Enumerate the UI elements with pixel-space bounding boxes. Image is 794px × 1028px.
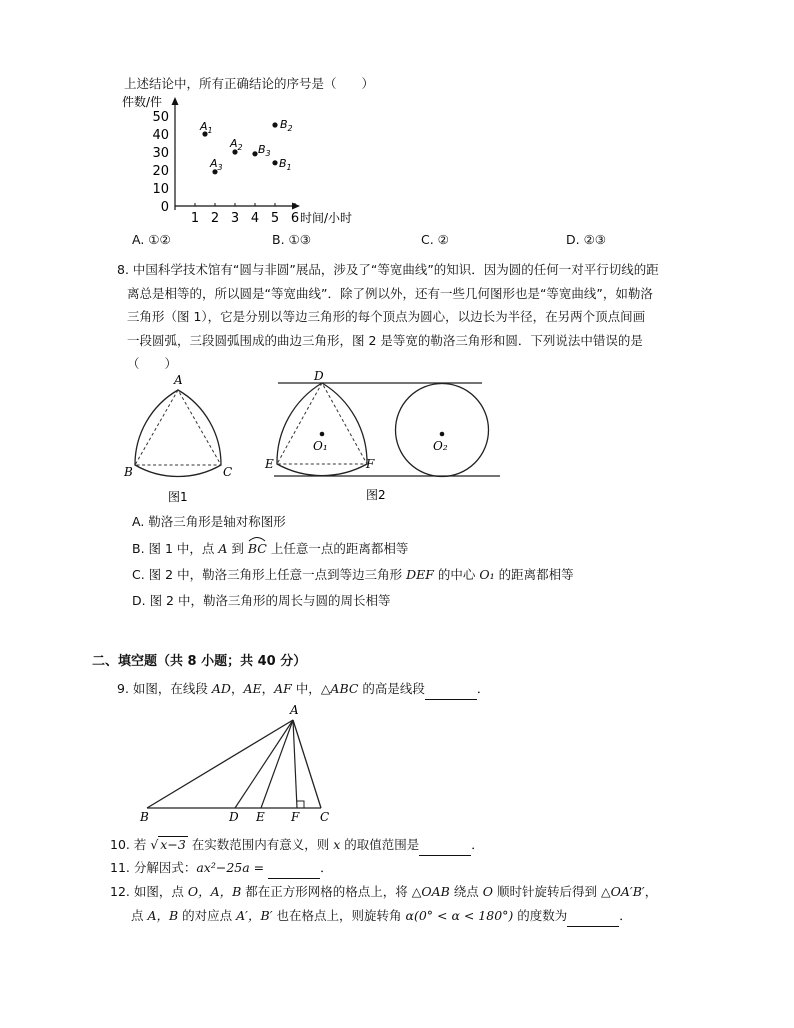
q12-stem-line-2 [131,905,632,927]
y-tick-label: 20 [152,164,169,179]
text: 绕点 [449,884,483,899]
text: 11. 分解因式： [110,860,197,875]
x-tick-label: 4 [250,211,260,226]
right-angle-mark [297,801,304,808]
answer-blank[interactable] [567,905,619,927]
label-c: C [320,810,330,824]
center-o1: O₁ [479,567,495,582]
q7-scatter-chart [118,96,378,226]
text: ． [619,908,632,923]
triangle-def: DEF [406,567,434,582]
y-tick-label: 40 [152,128,169,143]
arc-label: BC [247,541,267,556]
label-d: D [229,810,239,824]
q8-stem-line: 三角形（图 1），它是分别以等边三角形的每个顶点为圆心，以边长为半径，在另两个顶点间画 [127,309,646,324]
x-tick-label: 1 [190,211,200,226]
triangle-abc: △ABC [320,681,359,696]
segment-af [293,720,297,808]
sqrt-sign: √ [150,837,159,852]
segment-ab [147,720,293,808]
q8-option-c[interactable] [132,564,574,585]
q7-option-a[interactable]: A. ①② [132,232,171,247]
q8-option-a[interactable]: A. 勒洛三角形是轴对称图形 [132,514,286,529]
reuleaux-triangle [135,390,221,477]
y-tick-label: 0 [160,200,169,215]
q7-y-label: 件数/件 [122,95,163,109]
points-oab: O，A，B [187,884,242,899]
label-e: E [265,457,274,471]
segment-ac [293,720,321,808]
reuleaux-triangle [277,383,367,476]
point-b1 [272,160,277,165]
q7-option-c[interactable]: C. ② [421,232,449,247]
text: B. 图 1 中，点 [132,541,219,556]
text: 的中心 [433,567,480,582]
text: 点 [131,908,148,923]
q8-stem-line: 一段圆弧，三段圆弧围成的曲边三角形，图 2 是等宽的勒洛三角形和圆．下列说法中错误的是 [127,332,643,348]
inner-equilateral-triangle [135,390,221,465]
segment-ad [235,720,293,808]
triangle-oa-b-prime: △OA′B′ [600,884,645,899]
q8-figure-1 [118,372,238,512]
text: ， [230,681,244,696]
point-b2 [272,122,277,127]
label-a: A [174,373,183,387]
text: 在实数范围内有意义，则 [187,837,334,852]
text: 中， [291,681,321,696]
label-o2: O₂ [433,439,448,453]
point-label-a2: $A_2$ [230,137,243,152]
text: 9. 如图，在线段 [117,681,212,696]
label-b: B [124,465,133,479]
text: ． [476,681,490,696]
q12-stem-line-1 [110,881,657,902]
text: 10. 若 [110,837,151,852]
q7-option-d[interactable]: D. ②③ [566,232,606,247]
center-o1-dot [320,432,325,437]
text: 的度数为 [513,908,568,923]
q9-stem [117,678,489,700]
figure-2-caption: 图2 [366,488,386,502]
label-f: F [366,457,375,471]
q7-x-arrow [292,203,300,210]
x-tick-label: 5 [270,211,280,226]
text: 的取值范围是 [340,837,420,852]
label-a: A [290,703,299,717]
text: 的距离都相等 [494,567,574,582]
q8-stem-line: 离总是相等的，所以圆是“等宽曲线”．除了例以外，还有一些几何图形也是“等宽曲线”，如勒洛 [127,285,653,301]
q7-option-b[interactable]: B. ①③ [272,232,311,247]
angle-alpha: α(0° < α < 180°) [405,908,514,923]
point-label-b3: $B_3$ [258,142,271,158]
label-d: D [314,369,324,383]
triangle-oab: △OAB [411,884,450,899]
segment-ae: AE [243,681,262,696]
points-ab: A，B [147,908,179,923]
expression: ax²−25a = [196,860,265,875]
point-label-b2: $B_2$ [280,118,293,133]
circle-o2 [396,384,489,477]
point-label-a3: $A_3$ [210,156,223,172]
q8-option-b[interactable] [132,538,408,559]
y-tick-label: 10 [152,182,169,197]
q7-x-label: 时间/小时 [300,211,353,225]
q11-stem [110,857,333,879]
x-tick-label: 6 [290,211,300,226]
label-o1: O₁ [313,439,328,453]
x-tick-label: 2 [210,211,220,226]
y-tick-label: 50 [152,110,169,125]
q7-y-arrow [172,97,179,105]
point-b3 [252,151,257,156]
q9-figure [135,702,345,826]
x-tick-label: 3 [230,211,240,226]
center-o2-dot [440,432,445,437]
text: 的对应点 [178,908,237,923]
answer-blank[interactable] [419,834,471,856]
q8-stem-line: 8. 中国科学技术馆有“圆与非圆”展品，涉及了“等宽曲线”的知识．因为圆的任何一对平行切线的距 [117,262,659,277]
section-title: 二、填空题（共 8 小题；共 40 分） [92,654,307,669]
q8-stem-line: （ ） [127,356,178,371]
text: ． [471,837,484,852]
segment-af: AF [274,681,292,696]
text: 顺时针旋转后得到 [493,884,601,899]
point-o: O [482,884,494,899]
q8-option-d[interactable]: D. 图 2 中，勒洛三角形的周长与圆的周长相等 [132,593,391,608]
point-label-b1: $B_1$ [279,156,292,172]
q10-stem [110,834,484,856]
q8-stem [117,258,659,376]
point-label-a1: $A_1$ [200,120,213,135]
text: C. 图 2 中，勒洛三角形上任意一点到等边三角形 [132,567,407,582]
point-a: A [218,541,228,556]
text: 都在正方形网格的格点上，将 [241,884,412,899]
segment-ae [261,720,293,808]
q8-figure-2 [265,368,490,508]
text: 到 [227,541,248,556]
figure-1-caption: 图1 [168,490,188,504]
arc-bc [248,538,267,559]
label-b: B [140,810,149,824]
segment-ad: AD [211,681,231,696]
label-f: F [291,810,300,824]
q7-stem: 上述结论中，所有正确结论的序号是（ ） [124,76,375,91]
y-tick-label: 30 [152,146,169,161]
text: ， [261,681,275,696]
text: ． [320,860,333,875]
arc-mark [248,535,266,542]
label-e: E [256,810,265,824]
text: 的高是线段 [358,681,425,696]
text: 上任意一点的距离都相等 [266,541,409,556]
answer-blank[interactable] [268,857,320,879]
radicand: x−3 [160,837,186,852]
text: ， [644,884,658,899]
text: 12. 如图，点 [110,884,188,899]
variable-x: x [333,837,341,852]
label-c: C [223,465,233,479]
points-ab-prime: A′，B′ [236,908,273,923]
text: 也在格点上，则旋转角 [272,908,406,923]
answer-blank[interactable] [425,678,477,700]
